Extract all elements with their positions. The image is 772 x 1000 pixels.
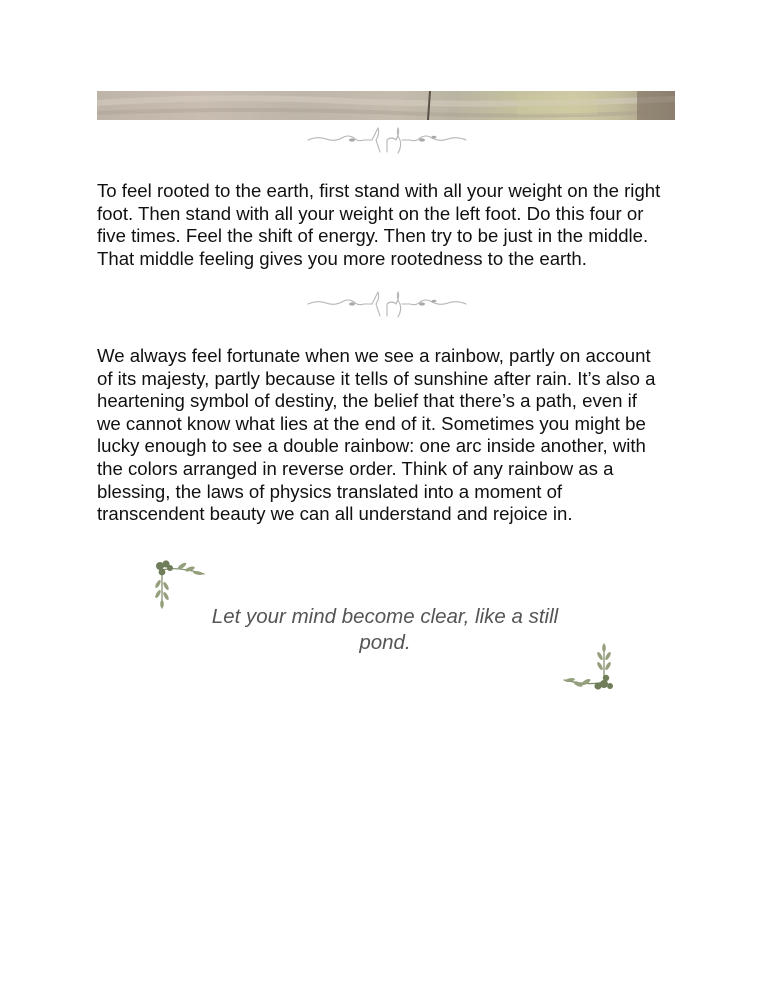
leaf-branch-icon [560,642,620,696]
floral-divider-icon [306,290,468,320]
paragraph-rainbow: We always feel fortunate when we see a rainbow, partly on account of its majesty, partly because it tells of sunshine after rain. It’s also a heartening symbol of destiny, the belief that there’s a path, even if we cannot know what lies at the end of it. Sometimes you might be lucky enough to see a double rainbow: one arc inside another, with the colors arranged in reverse order. Think of any rainbow as a blessing, the laws of physics translated into a moment of transcendent beauty we can all understand and rejoice in. [97,345,656,525]
header-photo-strip [97,91,675,120]
floral-divider-icon [306,126,468,156]
quote-text: Let your mind become clear, like a still pond. [211,605,559,654]
photo-texture [97,91,675,120]
paragraph-rootedness: To feel rooted to the earth, first stand with all your weight on the right foot. Then stand with all your weight on the left foot. Do this four or five times. Feel the shift of energy. Then try to be just in the middle. That middle feeling gives you more rootedness to the earth. [97,180,661,269]
